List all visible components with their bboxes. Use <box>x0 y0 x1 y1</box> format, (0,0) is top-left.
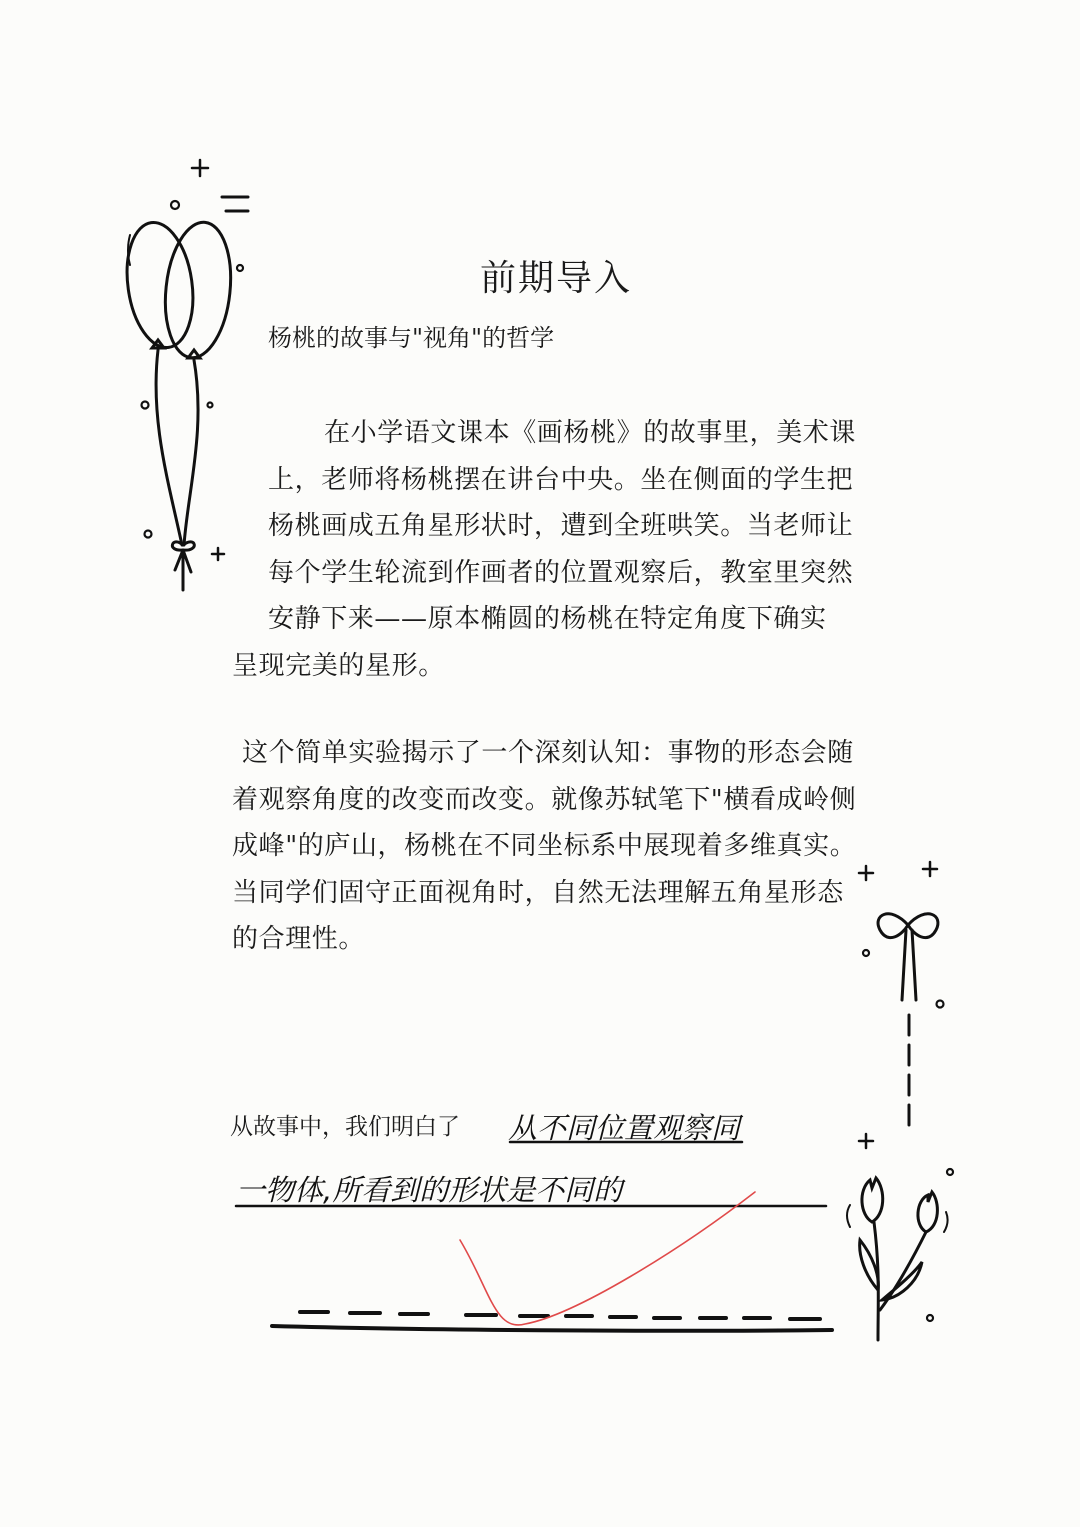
paragraph-line: 成峰"的庐山，杨桃在不同坐标系中展现着多维真实。 <box>232 831 857 861</box>
paragraph-line: 着观察角度的改变而改变。就像苏轼笔下"横看成岭侧 <box>232 784 857 815</box>
paragraph-line: 每个学生轮流到作画者的位置观察后，教室里突然 <box>268 557 854 588</box>
paragraph-line: 的合理性。 <box>232 924 366 954</box>
paragraph-line: 上，老师将杨桃摆在讲台中央。坐在侧面的学生把 <box>268 464 854 495</box>
handwritten-answer-line-2: 一物体,所看到的形状是不同的 <box>236 1173 623 1207</box>
paragraph-line: 安静下来——原本椭圆的杨桃在特定角度下确实 <box>268 604 827 634</box>
page-title: 前期导入 <box>480 258 633 299</box>
paragraph-line: 杨桃画成五角星形状时，遭到全班哄笑。当老师让 <box>268 511 854 541</box>
page-subtitle: 杨桃的故事与"视角"的哲学 <box>268 324 555 352</box>
story-paragraph <box>232 410 862 689</box>
paragraph-line: 呈现完美的星形。 <box>232 650 445 681</box>
dash-icon <box>222 197 248 211</box>
balloon-icon <box>120 218 237 590</box>
paragraph-line: 在小学语文课本《画杨桃》的故事里，美术课 <box>324 418 857 448</box>
dashed-divider <box>272 1312 832 1331</box>
paragraph-line: 当同学们固守正面视角时，自然无法理解五角星形态 <box>232 877 844 908</box>
bow-icon <box>878 914 938 1125</box>
answer-prompt: 从故事中，我们明白了 <box>230 1114 460 1140</box>
insight-paragraph <box>232 730 862 963</box>
red-pen-stroke <box>460 1192 755 1325</box>
paragraph-line: 这个简单实验揭示了一个深刻认知：事物的形态会随 <box>242 738 854 768</box>
handwritten-answer-line-1: 从不同位置观察同 <box>508 1111 741 1145</box>
